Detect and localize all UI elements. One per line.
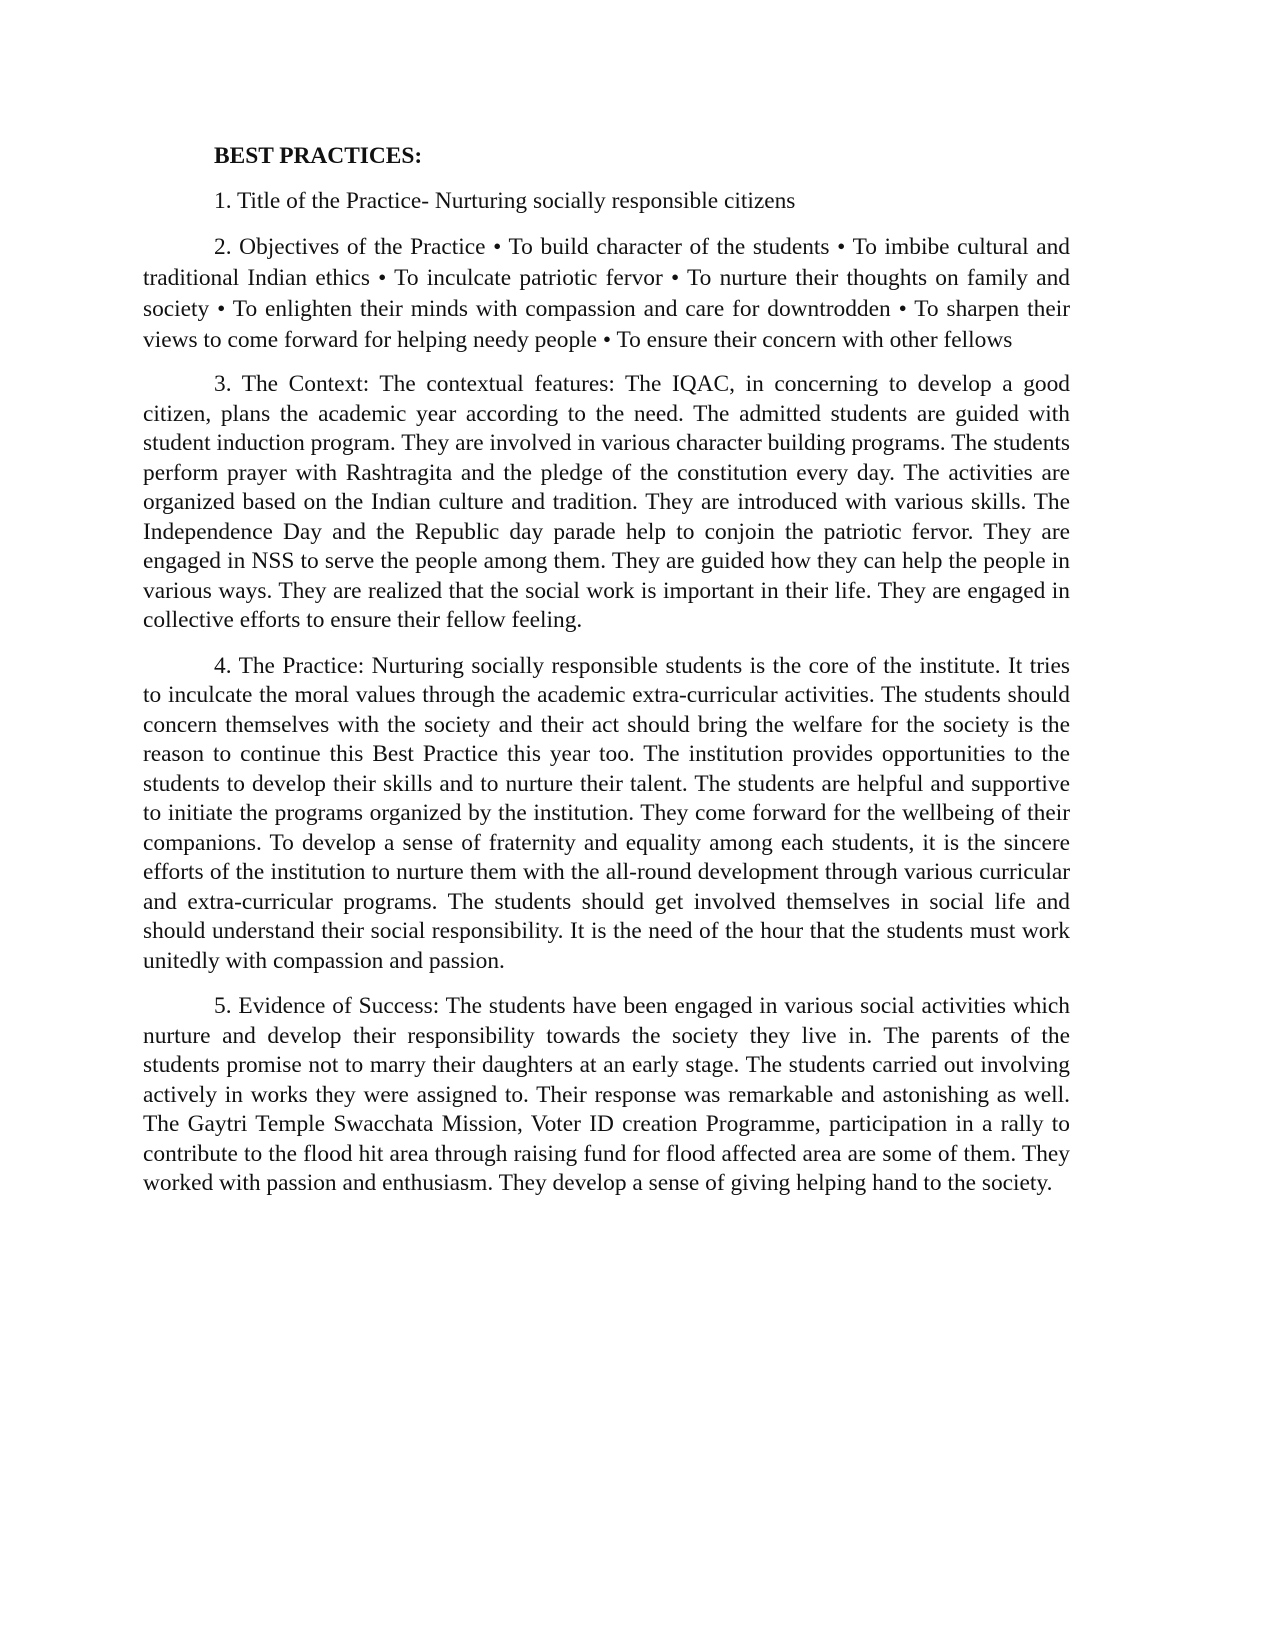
section-practice: 4. The Practice: Nurturing socially responsible students is the core of the institute. It tries to inculcate the moral values through the academic extra-curricular activities. The students should concern themselves with the society and their act should bring the welfare for the society is the reason to continue this Best Practice this year too. The institution provides opportunities to the students to develop their skills and to nurture their talent. The students are helpful and supportive to initiate the programs organized by the institution. They come forward for the wellbeing of their companions. To develop a sense of fraternity and equality among each students, it is the sincere efforts of the institution to nurture them with the all-round development through various curricular and extra-curricular programs. The students should get involved themselves in social life and should understand their social responsibility. It is the need of the hour that the students must work unitedly with compassion and passion. (143, 652, 1070, 974)
document-heading: BEST PRACTICES: (214, 143, 423, 169)
section-evidence-of-success: 5. Evidence of Success: The students have been engaged in various social activities which nurture and develop their responsibility towards the society they live in. The parents of the students promise not to marry their daughters at an early stage. The students carried out involving actively in works they were assigned to. Their response was remarkable and astonishing as well. The Gaytri Temple Swacchata Mission, Voter ID creation Programme, participation in a rally to contribute to the flood hit area through raising fund for flood affected area are some of them. They worked with passion and enthusiasm. They develop a sense of giving helping hand to the society. (143, 993, 1070, 1196)
section-context: 3. The Context: The contextual features: The IQAC, in concerning to develop a good citizen, plans the academic year according to the need. The admitted students are guided with student induction program. They are involved in various character building programs. The students perform prayer with Rashtragita and the pledge of the constitution every day. The activities are organized based on the Indian culture and tradition. They are introduced with various skills. The Independence Day and the Republic day parade help to conjoin the patriotic fervor. They are engaged in NSS to serve the people among them. They are guided how they can help the people in various ways. They are realized that the social work is important in their life. They are engaged in collective efforts to ensure their fellow feeling. (143, 371, 1070, 633)
section-title-of-practice: 1. Title of the Practice- Nurturing socially responsible citizens (214, 188, 796, 214)
document-page (143, 141, 1070, 1215)
section-objectives: 2. Objectives of the Practice • To build character of the students • To imbibe cultural and traditional Indian ethics • To inculcate patriotic fervor • To nurture their thoughts on family and society • To enlighten their minds with compassion and care for downtrodden • To sharpen their views to come forward for helping needy people • To ensure their concern with other fellows (143, 234, 1070, 353)
